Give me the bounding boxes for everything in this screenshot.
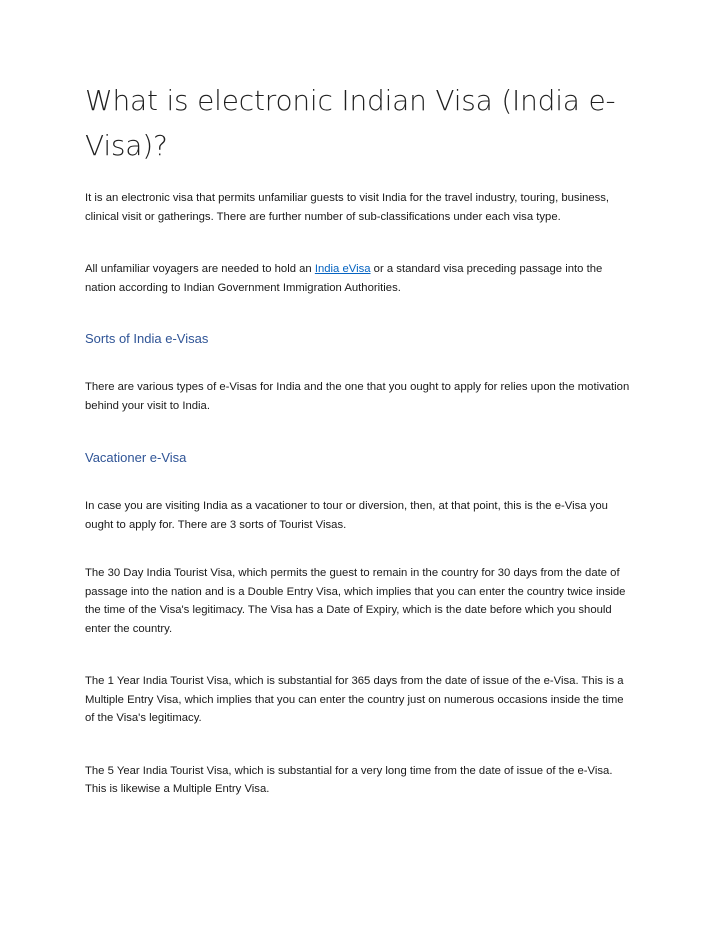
sorts-of-evisas-paragraph: There are various types of e-Visas for India and the one that you ought to apply for relies upon the motivation behind your visit to India. [85,381,630,412]
intro-paragraph: It is an electronic visa that permits unfamiliar guests to visit India for the travel industry, touring, business, clinical visit or gatherings. There are further number of sub-classifications under each visa type. [85,192,610,223]
thirty-day-visa-paragraph: The 30 Day India Tourist Visa, which permits the guest to remain in the country for 30 days from the date of passage into the nation and is a Double Entry Visa, which implies that you can enter the country twice inside the time of the Visa's legitimacy. The Visa has a Date of Expiry, which is the date before which you should enter the country. [85,567,626,635]
section-heading-vacationer-evisa: Vacationer e-Visa [85,450,187,465]
india-evisa-link[interactable]: India eVisa [314,263,371,275]
one-year-visa-paragraph: The 1 Year India Tourist Visa, which is substantial for 365 days from the date of issue of the e-Visa. This is a Multiple Entry Visa, which implies that you can enter the country just on numerous occasions inside the time of the Visa's legitimacy. [85,675,624,724]
page-title: What is electronic Indian Visa (India e-Visa)? [85,84,616,162]
requirement-paragraph [85,260,635,297]
vacationer-evisa-paragraph: In case you are visiting India as a vacationer to tour or diversion, then, at that point, this is the e-Visa you ought to apply for. There are 3 sorts of Tourist Visas. [85,500,608,531]
document-content [85,78,635,799]
requirement-text-after-link: or a standard visa preceding passage into the nation according to Indian Government Immigration Authorities. [85,263,603,294]
five-year-visa-paragraph: The 5 Year India Tourist Visa, which is substantial for a very long time from the date of issue of the e-Visa. This is likewise a Multiple Entry Visa. [85,764,613,795]
section-heading-sorts-of-evisas: Sorts of India e-Visas [85,331,209,346]
requirement-text-before-link: All unfamiliar voyagers are needed to hold an [85,263,315,275]
